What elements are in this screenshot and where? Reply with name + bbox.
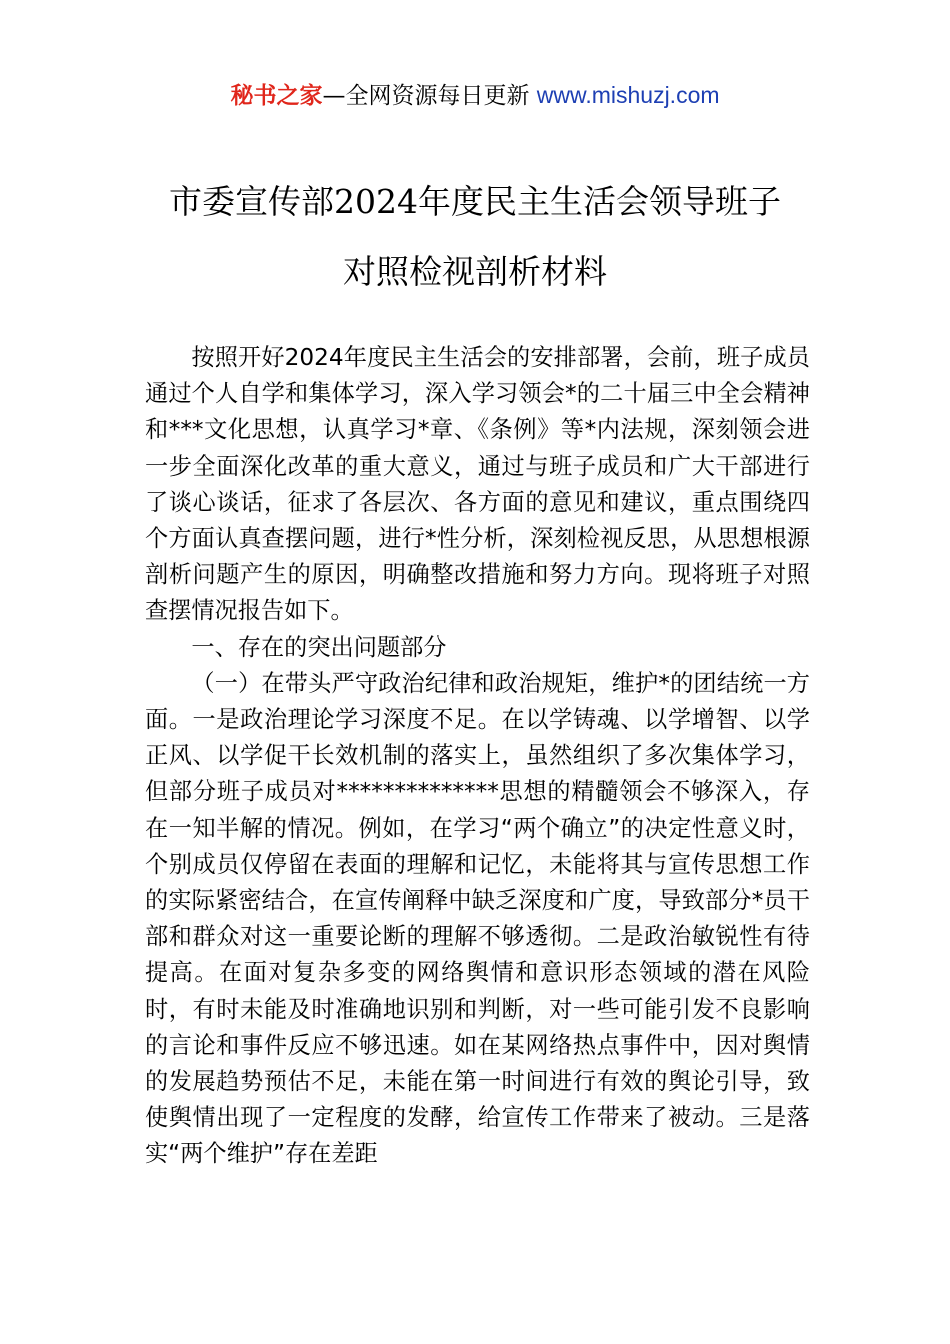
document-title-line-1: 市委宣传部2024年度民主生活会领导班子: [169, 182, 781, 221]
document-title-line-2: 对照检视剖析材料: [343, 252, 607, 291]
document-body: [145, 340, 810, 1173]
intro-paragraph: 按照开好2024年度民主生活会的安排部署，会前，班子成员通过个人自学和集体学习，深入学习领会*的二十届三中全会精神和***文化思想，认真学习*章、《条例》等*内法规，深刻领会进一步全面深化改革的重大意义，通过与班子成员和广大干部进行了谈心谈话，征求了各层次、各方面的意见和建议，重点围绕四个方面认真查摆问题，进行*性分析，深刻检视反思，从思想根源剖析问题产生的原因，明确整改措施和努力方向。现将班子对照查摆情况报告如下。: [145, 344, 810, 625]
site-url-link[interactable]: www.mishuzj.com: [536, 82, 720, 108]
site-tagline: —全网资源每日更新: [322, 83, 530, 109]
site-brand: 秘书之家: [230, 83, 323, 109]
section-heading: 一、存在的突出问题部分: [191, 633, 447, 661]
site-header: [0, 78, 950, 113]
body-paragraph: （一）在带头严守政治纪律和政治规矩，维护*的团结统一方面。一是政治理论学习深度不足。在以学铸魂、以学增智、以学正风、以学促干长效机制的落实上，虽然组织了多次集体学习，但部分班子成员对**************思想的精髓领会不够深入，存在一知半解的情况。例如，在学习“两个确立”的决定性意义时，个别成员仅停留在表面的理解和记忆，未能将其与宣传思想工作的实际紧密结合，在宣传阐释中缺乏深度和广度，导致部分*员干部和群众对这一重要论断的理解不够透彻。二是政治敏锐性有待提高。在面对复杂多变的网络舆情和意识形态领域的潜在风险时，有时未能及时准确地识别和判断，对一些可能引发不良影响的言论和事件反应不够迅速。如在某网络热点事件中，因对舆情的发展趋势预估不足，未能在第一时间进行有效的舆论引导，致使舆情出现了一定程度的发酵，给宣传工作带来了被动。三是落实“两个维护”存在差距: [145, 669, 810, 1168]
